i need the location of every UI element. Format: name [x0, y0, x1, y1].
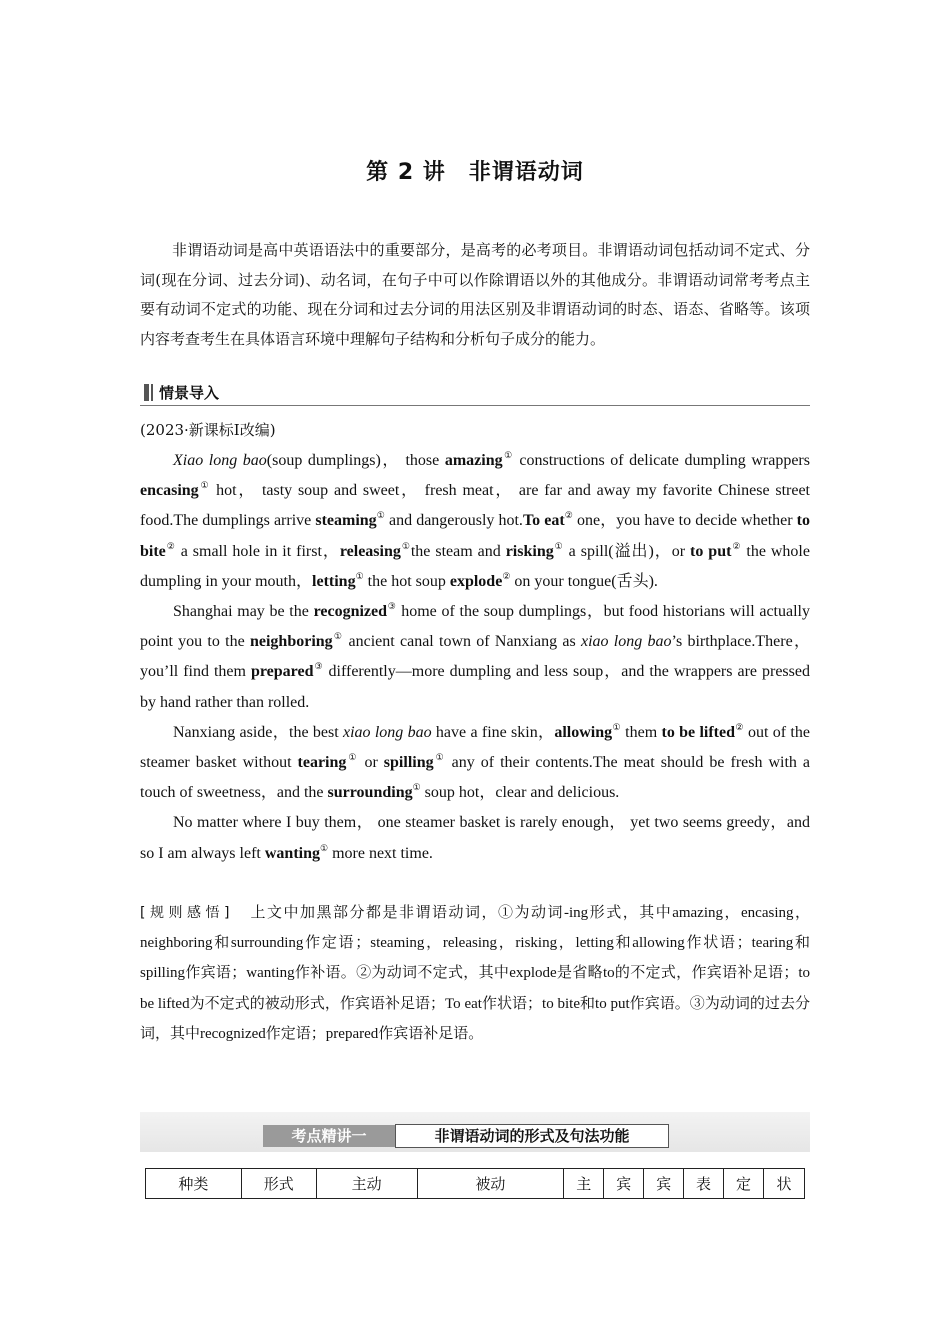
nonfinite-verb: to be lifted [661, 723, 735, 741]
category-marker: ① [198, 480, 211, 491]
table-header-cell: 定 [724, 1169, 764, 1199]
category-marker: ① [355, 570, 364, 581]
passage-text: have a fine skin， [431, 723, 555, 741]
table-header-cell: 宾 [644, 1169, 684, 1199]
passage-text: home of the soup dumplings，but food historians will actually point you to the [140, 603, 810, 651]
table-header-cell: 被动 [417, 1169, 564, 1199]
passage-text: ancient canal town of Nanxiang as [343, 633, 581, 651]
nonfinite-verb: risking [505, 542, 554, 560]
passage-text: soup hot，clear and delicious. [420, 784, 620, 802]
section-title: 情景导入 [159, 384, 220, 402]
passage-text: more next time. [328, 844, 433, 862]
nonfinite-verb: allowing [554, 723, 613, 741]
table-header-cell: 形式 [241, 1169, 316, 1199]
nonfinite-verb: releasing [339, 542, 401, 560]
category-marker: ② [735, 721, 744, 732]
italic-term: xiao long bao [342, 723, 432, 741]
category-marker: ② [502, 570, 511, 581]
passage-text: a spill(溢出)，or [563, 542, 691, 560]
nonfinite-verb: spilling [383, 754, 434, 772]
forms-table [145, 1168, 805, 1199]
banner-topic: 非谓语动词的形式及句法功能 [395, 1124, 669, 1148]
nonfinite-verb: To eat [522, 512, 565, 530]
nonfinite-verb: neighboring [249, 633, 333, 651]
category-marker: ① [400, 540, 411, 551]
passage-text: the steam and [410, 542, 506, 560]
nonfinite-verb: prepared [250, 663, 314, 681]
passage-text: the whole dumpling in your mouth， [140, 542, 810, 590]
italic-term: Xiao long bao [173, 452, 267, 469]
rules-label: [规则感悟] [140, 905, 233, 921]
passage-text: Nanxiang aside，the best [173, 723, 343, 741]
table-header-cell: 种类 [146, 1169, 242, 1199]
passage-text: No matter where I buy them， one steamer basket is rarely enough， yet two seems greedy，and so I am always left [140, 814, 810, 862]
section-marker-thin-icon [151, 384, 153, 401]
category-marker: ③ [313, 661, 324, 672]
table-header-cell: 表 [684, 1169, 724, 1199]
category-marker: ① [412, 782, 421, 793]
passage-text: a small hole in it first， [175, 542, 340, 560]
category-marker: ① [612, 721, 621, 732]
passage-source: (2023·新课标Ⅰ改编) [140, 421, 276, 439]
banner-tag: 考点精讲一 [263, 1125, 395, 1147]
passage-text: on your tongue(舌头). [510, 572, 658, 590]
passage-text: (soup dumplings)， those [266, 452, 445, 469]
rules-note [140, 898, 810, 1049]
passage-paragraph [140, 597, 810, 718]
passage-paragraph [140, 718, 810, 809]
passage-text: them [620, 723, 662, 741]
table-header-cell: 宾 [604, 1169, 644, 1199]
table-header-row [146, 1169, 805, 1199]
italic-term: xiao long bao [580, 633, 672, 651]
nonfinite-verb: wanting [264, 844, 320, 862]
category-marker: ① [502, 450, 514, 460]
category-marker: ① [332, 631, 344, 642]
table-header-cell: 主动 [316, 1169, 417, 1199]
passage-text: any of their contents.The meat should be fresh with a touch of sweetness，and the [140, 754, 811, 802]
category-marker: ① [376, 510, 385, 521]
category-marker: ③ [387, 601, 397, 612]
nonfinite-verb: steaming [315, 512, 377, 530]
passage-text: hot， tasty soup and sweet， fresh meat， are far and away my favorite Chinese street food.The dumplings arrive [140, 482, 810, 530]
nonfinite-verb: recognized [313, 603, 388, 621]
nonfinite-verb: explode [449, 572, 503, 590]
category-marker: ① [319, 842, 329, 853]
passage-text: one，you have to decide whether [572, 512, 797, 530]
nonfinite-verb: to put [690, 542, 732, 560]
section-marker-icon [144, 384, 149, 401]
passage-text: or [358, 754, 384, 772]
intro-paragraph: 非谓语动词是高中英语语法中的重要部分，是高考的必考项目。非谓语动词包括动词不定式、分词(现在分词、过去分词)、动名词，在句子中可以作除谓语以外的其他成分。非谓语动词常考考点主要有动词不定式的功能、现在分词和过去分词的用法区别及非谓语动词的时态、语态、省略等。该项内容考查考生在具体语言环境中理解句子结构和分析句子成分的能力。 [140, 241, 810, 348]
category-marker: ① [346, 752, 359, 763]
passage-text: Shanghai may be the [173, 603, 314, 621]
table-header-cell: 主 [564, 1169, 604, 1199]
nonfinite-verb: amazing [444, 452, 503, 469]
category-marker: ② [731, 540, 742, 551]
nonfinite-verb: letting [312, 572, 356, 590]
topic-banner [140, 1112, 810, 1152]
nonfinite-verb: to bite [140, 512, 810, 560]
category-marker: ② [165, 540, 176, 551]
passage-paragraph [140, 808, 810, 868]
passage-text: differently—more dumpling and less soup，and the wrappers are pressed by hand rather than rolled. [140, 663, 810, 711]
page-title: 第 2 讲 非谓语动词 [366, 160, 584, 185]
passage-text: ’s birthplace.There，you’ll find them [140, 633, 810, 681]
passage-text: and dangerously hot. [384, 512, 523, 530]
section-header [140, 381, 810, 406]
category-marker: ① [553, 540, 564, 551]
category-marker: ② [564, 510, 573, 521]
table-header-cell: 状 [763, 1169, 804, 1199]
passage-text: constructions of delicate dumpling wrappers [513, 452, 810, 469]
passage-paragraph [140, 446, 810, 597]
category-marker: ① [433, 752, 446, 763]
nonfinite-verb: surrounding [327, 784, 413, 802]
rules-text: 上文中加黑部分都是非谓语动词，①为动词-ing形式，其中amazing，encasing，neighboring和surrounding作定语；steaming，releasing，risking，letting和allowing作状语；tearing和spilling作宾语；wanting作补语。②为动词不定式，其中explode是省略to的不定式，作宾语补足语；to be lifted为不定式的被动形式，作宾语补足语；To eat作状语；to bite和to put作宾语。③为动词的过去分词，其中recognized作定语；prepared作宾语补足语。 [140, 905, 810, 1042]
nonfinite-verb: encasing [140, 482, 199, 500]
passage-text: the hot soup [363, 572, 450, 590]
passage-text: out of the steamer basket without [140, 723, 810, 772]
passage [140, 446, 810, 869]
nonfinite-verb: tearing [297, 754, 347, 772]
